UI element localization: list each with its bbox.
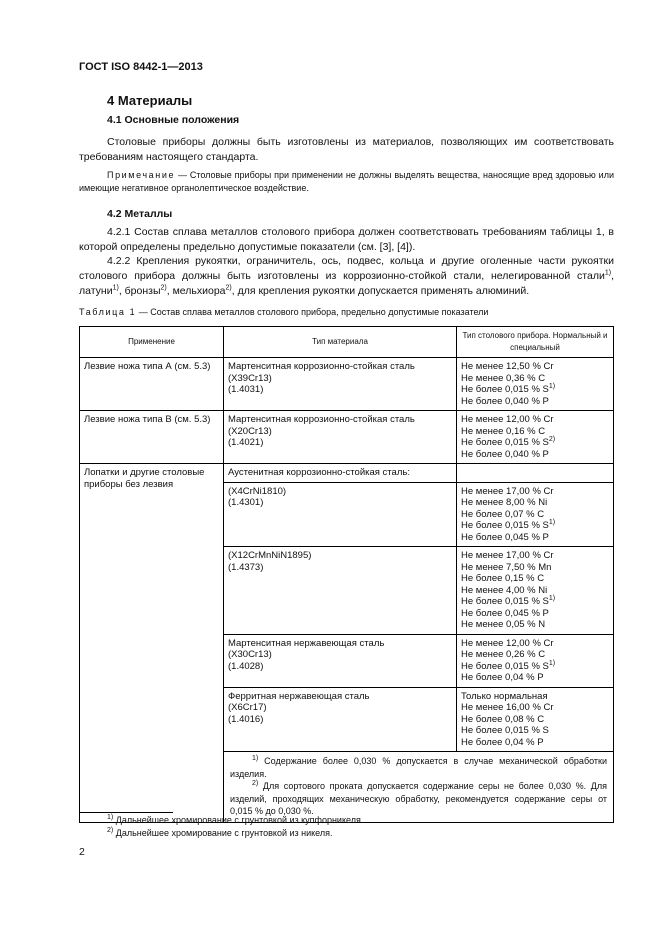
limit-line: Не менее 0,26 % C [461,649,546,660]
header-material: Тип материала [224,327,457,358]
limit-text: Не более 0,015 % S [461,384,549,395]
material-line: (1.4301) [228,497,264,508]
footnote-ref: 1) [604,269,612,277]
footnote-ref: 1) [548,594,556,602]
footnote-separator [79,812,173,813]
footnote-mark: 2) [107,827,114,834]
cell-limits [457,687,614,752]
note-text: — Столовые приборы при применении не должны выделять вещества, наносящие вред здоровью или имеющие негативное органолептическое воздействие. [79,170,614,193]
cell-limits [457,482,614,547]
footnote-mark: 2) [252,780,259,787]
limit-text: Не более 0,015 % S [461,520,549,531]
material-line: Мартенситная коррозионно-стойкая сталь [228,361,415,372]
material-line: (1.4028) [228,660,264,672]
paragraph-4-2-2 [79,254,614,299]
footnote-mark: 1) [107,814,114,821]
limit-line: Не более 0,045 % P [461,531,549,543]
limit-line: Не более 0,15 % C [461,573,545,584]
table-footnote [230,755,607,780]
limit-text: Не более 0,015 % S [461,437,549,448]
material-line: Мартенситная нержавеющая сталь [228,637,385,649]
table-caption-label: Таблица 1 [79,307,137,317]
p422-part-b: , латуни [79,270,614,297]
material-line: (1.4021) [228,437,264,448]
limit-line: Не более 0,040 % P [461,395,549,407]
cell-material [224,358,457,411]
page-number: 2 [79,846,85,858]
table-header-row [80,327,614,358]
material-line: (1.4373) [228,561,264,573]
footnote-mark: 1) [252,755,259,762]
limit-line: Не более 0,07 % C [461,508,545,520]
table-row [80,411,614,464]
material-line: (X12CrMnNiN1895) [228,550,312,561]
limit-line [461,661,609,673]
material-line: Ферритная нержавеющая сталь [228,690,370,702]
p422-part-a: 4.2.2 Крепления рукоятки, ограничитель, ось, подвес, кольца и другие оголенные части рукоятки столового прибора должны быть изготовлены из коррозионно-стойкой стали, нелегированной стали [79,255,614,282]
limit-line: Не более 0,04 % P [461,672,544,683]
footnote-ref: 1) [548,382,556,390]
cell-material [224,687,457,752]
limit-line [461,437,609,449]
footnote-ref: 1) [548,518,556,526]
material-line: Мартенситная коррозионно-стойкая сталь [228,414,415,425]
limit-line: Не более 0,04 % P [461,736,544,748]
limit-line: Не менее 12,00 % Cr [461,414,554,425]
paragraph-4-2-1: 4.2.1 Состав сплава металлов столового прибора должен соответствовать требованиям таблицы 1, в которой определены предельно допустимые показатели (см. [3], [4]). [79,226,614,253]
header-cutlery-type: Тип столового прибора. Нормальный и специальный [457,327,614,358]
material-line: (X20Cr13) [228,425,272,437]
limit-line: Не менее 0,05 % N [461,619,546,630]
limit-line: Только нормальная [461,690,548,702]
cell-application: Лопатки и другие столовые приборы без лезвия [80,464,224,823]
limit-line: Не менее 0,36 % C [461,372,546,384]
limit-line: Не менее 12,00 % Cr [461,637,554,649]
table-caption-text: — Состав сплава металлов столового прибора, предельно допустимые показатели [136,307,489,317]
section-heading: 4 Материалы [107,93,193,108]
material-line: (1.4016) [228,713,264,725]
footnote-text: Для сортового проката допускается содержание серы не более 0,030 %. Для изделий, проходящих механическую обработку, рекомендуется содержание серы от 0,015 % до 0,030 %. [230,781,607,816]
limit-line [461,520,609,532]
material-line: (X30Cr13) [228,649,272,660]
cell-application: Лезвие ножа типа В (см. 5.3) [80,411,224,464]
footnote-ref: 2) [225,284,232,292]
subsection-heading-4-1: 4.1 Основные положения [107,114,240,126]
table-caption [79,307,488,317]
cell-material [224,547,457,635]
cell-material [224,411,457,464]
limit-line: Не менее 17,00 % Cr [461,550,554,561]
limit-line: Не более 0,015 % S [461,725,549,736]
limit-line: Не менее 8,00 % Ni [461,497,548,508]
table-footnotes [224,752,614,823]
page-footnote [107,815,363,825]
p422-part-d: , мельхиора [166,285,226,297]
composition-table [79,326,614,823]
cell-material [224,634,457,687]
header-application: Применение [80,327,224,358]
limit-line: Не менее 4,00 % Ni [461,584,548,596]
cell-limits [457,634,614,687]
note-paragraph [79,169,614,194]
material-line: (1.4031) [228,384,264,395]
limit-line: Не более 0,08 % C [461,713,545,725]
document-code: ГОСТ ISO 8442-1—2013 [79,61,203,73]
cell-material: Аустенитная коррозионно-стойкая сталь: [224,464,457,483]
table-row [80,464,614,483]
p422-part-e: , для крепления рукоятки допускается применять алюминий. [231,285,530,297]
material-line: (X6Cr17) [228,702,267,713]
cell-limits [457,464,614,483]
footnote-text: Содержание более 0,030 % допускается в случае механической обработки изделия. [230,756,607,779]
limit-line: Не менее 0,16 % C [461,425,546,437]
limit-line [461,384,609,396]
footnote-text: Дальнейшее хромирование с грунтовкой из купфорникеля. [113,815,364,825]
cell-limits [457,358,614,411]
footnote-ref: 1) [112,284,119,292]
material-line: (X4CrNi1810) [228,485,287,497]
limit-line [461,596,609,608]
limit-line: Не более 0,045 % P [461,607,549,619]
table-footnote [230,780,607,818]
table-row [80,358,614,411]
note-label: Примечание [107,170,176,180]
p422-part-c: , бронзы [118,285,161,297]
cell-limits [457,547,614,635]
limit-line: Не менее 12,50 % Cr [461,361,554,372]
limit-text: Не более 0,015 % S [461,596,549,607]
footnote-ref: 2) [548,435,556,443]
footnote-ref: 1) [548,659,556,667]
cell-limits [457,411,614,464]
footnote-text: Дальнейшее хромирование с грунтовкой из никеля. [113,828,333,838]
subsection-heading-4-2: 4.2 Металлы [107,208,173,220]
footnote-ref: 2) [160,284,167,292]
page-footnote [107,828,333,838]
limit-line: Не менее 16,00 % Cr [461,702,554,713]
material-line: (X39Cr13) [228,372,272,384]
paragraph-4-1: Столовые приборы должны быть изготовлены из материалов, позволяющих им соответствовать требованиям настоящего стандарта. [79,136,614,163]
limit-line: Не более 0,040 % P [461,448,549,460]
cell-application: Лезвие ножа типа А (см. 5.3) [80,358,224,411]
limit-line: Не менее 7,50 % Mn [461,561,552,573]
limit-text: Не более 0,015 % S [461,660,549,672]
cell-material [224,482,457,547]
limit-line: Не менее 17,00 % Cr [461,485,554,497]
